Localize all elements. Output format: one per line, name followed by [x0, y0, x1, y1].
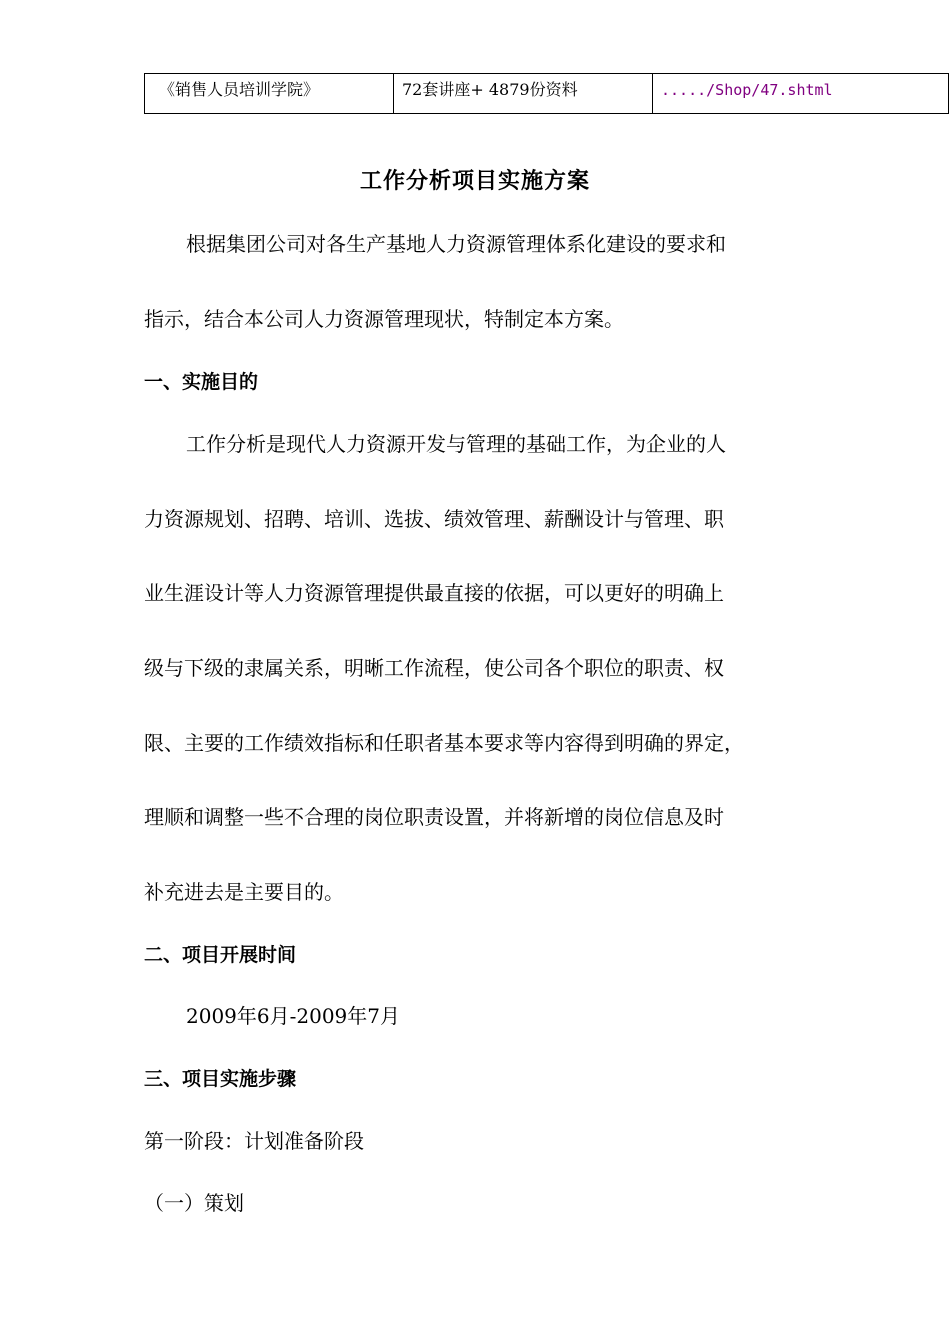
document-title: 工作分析项目实施方案	[359, 168, 590, 194]
project-time: 2009年6月-2009年7月	[186, 1004, 401, 1028]
header-cell-title: 《销售人员培训学院》	[145, 74, 394, 114]
stage-1-title: 第一阶段：计划准备阶段	[144, 1129, 364, 1153]
purpose-line-5: 限、主要的工作绩效指标和任职者基本要求等内容得到明确的界定，	[144, 731, 744, 755]
purpose-line-1: 工作分析是现代人力资源开发与管理的基础工作，为企业的人	[186, 432, 726, 456]
intro-line-1: 根据集团公司对各生产基地人力资源管理体系化建设的要求和	[186, 232, 726, 256]
header-row	[145, 74, 949, 114]
section-heading-steps: 三、项目实施步骤	[144, 1068, 297, 1090]
intro-line-2: 指示，结合本公司人力资源管理现状，特制定本方案。	[144, 307, 624, 331]
header-cell-count: 72套讲座+ 4879份资料	[394, 74, 653, 114]
section-heading-purpose: 一、实施目的	[144, 371, 259, 393]
section-heading-time: 二、项目开展时间	[144, 944, 297, 966]
header-cell-link[interactable]: ...../Shop/47.shtml	[653, 74, 949, 114]
purpose-line-6: 理顺和调整一些不合理的岗位职责设置，并将新增的岗位信息及时	[144, 805, 724, 829]
header-table	[144, 73, 949, 114]
purpose-line-3: 业生涯设计等人力资源管理提供最直接的依据，可以更好的明确上	[144, 581, 724, 605]
purpose-line-2: 力资源规划、招聘、培训、选拔、绩效管理、薪酬设计与管理、职	[144, 507, 724, 531]
purpose-line-7: 补充进去是主要目的。	[144, 880, 344, 904]
purpose-line-4: 级与下级的隶属关系，明晰工作流程，使公司各个职位的职责、权	[144, 656, 724, 680]
stage-1-subsection: （一）策划	[144, 1191, 244, 1215]
